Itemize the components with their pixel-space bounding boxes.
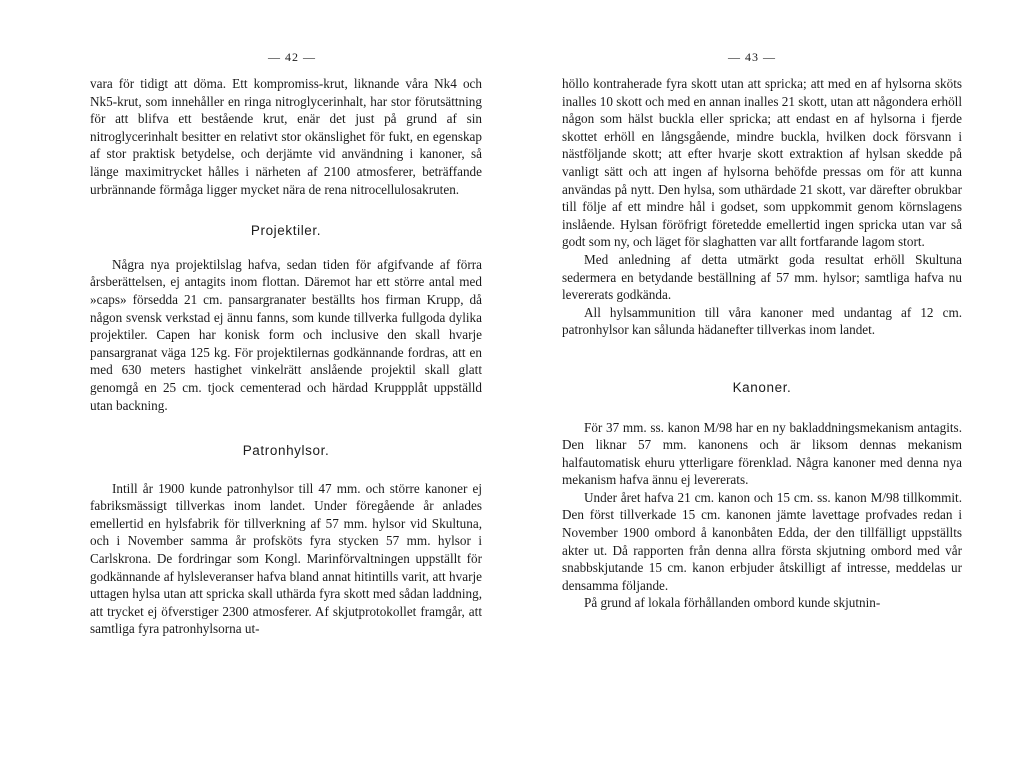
- kanoner-paragraph-1: För 37 mm. ss. kanon M/98 har en ny bakladdningsmekanism antagits. Den liknar 57 mm. kanonens och är liksom dennas mekanism halfautomatisk ehuru ytterligare förenklad. Några kanoner med denna nya mekanism hafva ännu ej levererats.: [562, 419, 962, 488]
- section-heading-kanoner: Kanoner.: [732, 379, 792, 395]
- kanoner-paragraph-3: På grund af lokala förhållanden ombord kunde skjutnin-: [584, 595, 881, 611]
- right-page: [512, 0, 1024, 773]
- text-column: [562, 75, 962, 612]
- page-number: — 43 —: [728, 50, 776, 64]
- projektiler-paragraph: Några nya projektilslag hafva, sedan tiden för afgifvande af förra årsberättelsen, ej antagits inom flottan. Däremot har ett större antal med »caps» försedda 21 cm. pansargranater beställts hos firman Krupp, då någon svensk verkstad ej ännu fanns, som kunde tillverka fullgoda dylika projektiler. Capen har konisk form och inclusive den skall hvarje pansargranat väga 125 kg. För projektilernas godkännande fordras, att en med 630 meters hastighet vinkelrätt anslående projektil skall glatt genomgå en 25 cm. tjock cementerad och härdad Kruppplåt uppställd utan backning.: [90, 256, 482, 413]
- kanoner-paragraph-2: Under året hafva 21 cm. kanon och 15 cm. ss. kanon M/98 tillkommit. Den först tillverkade 15 cm. kanonen jämte lavettage profvades redan i November 1900 ombord å kanonbåten Edda, der den tillfälligt uppställts akter ut. Då rapporten från denna allra första skjutning ombord med vår snabbskjutande 15 cm. kanon erbjuder åtskilligt af intresse, meddelas ur densamma följande.: [562, 489, 962, 593]
- text-column: [90, 75, 482, 638]
- hylsor-paragraph-3: All hylsammunition till våra kanoner med undantag af 12 cm. patronhylsor kan sålunda hädanefter tillverkas inom landet.: [562, 304, 962, 338]
- section-heading-patronhylsor: Patronhylsor.: [242, 443, 330, 459]
- section-heading-projektiler: Projektiler.: [250, 223, 322, 239]
- patronhylsor-paragraph: Intill år 1900 kunde patronhylsor till 47 mm. och större kanoner ej fabriksmässigt tillverkas inom landet. Under föregående år anlades emellertid en hylsfabrik för tillverkning af 57 mm. hylsor vid Skultuna, och i November samma år profsköts fyra stycken 57 mm. hylsor i Carlskrona. De fordringar som Kongl. Marinförvaltningen uppställt för godkännande af hylsleveranser hafva bland annat hitintills varit, att hvarje uttagen hylsa utan att spricka skall uthärda fyra skott med sådan laddning, att trycket ej öfverstiger 2300 atmosferer. Af skjutprotokollet framgår, att samtliga fyra patronhylsorna ut-: [90, 480, 482, 637]
- page-number: — 42 —: [268, 50, 316, 64]
- hylsor-paragraph-2: Med anledning af detta utmärkt goda resultat erhöll Skultuna sedermera en betydande beställning af 57 mm. hylsor; samtliga hafva nu levererats godkända.: [562, 251, 962, 303]
- intro-paragraph: vara för tidigt att döma. Ett kompromiss-krut, liknande våra Nk4 och Nk5-krut, som innehåller en ringa nitroglycerinhalt, har stor förutsättning för att blifva ett bestående krut, enär det just på grund af sin nitroglycerinhalt besitter en relativt stor okänslighet för fukt, en egenskap af stor praktisk betydelse, och derjämte vid användning i kanoner, så länge maximitrycket hålles i närheten af 2100 atmosferer, beträffande urbrännande förmåga ligger mycket nära de rena nitrocellulosakruten.: [90, 76, 482, 197]
- hylsor-paragraph-1: höllo kontraherade fyra skott utan att spricka; att med en af hylsorna sköts inalles 10 skott och med en annan inalles 21 skott, utan att någondera erhöll någon som hälst buckla eller spricka; att endast en af hylsorna i fjerde skottet erhöll en långsgående, mindre buckla, hvilken dock försvann i nästföljande skott; att efter hvarje skott extraktion af hylsan skedde på vanligt sätt och att ingen af hylsorna behöfde pressas om för att kunna användas på nytt. Den hylsa, som uthärdade 21 skott, var därefter obrukbar till följe af ett mindre hål i godset, som uppkommit genom körnslagens inslående. Hylsan föröfrigt företedde emellertid ingen spricka utan var så godt som ny, och läget för slaghatten var allt fortfarande lagom stort.: [562, 76, 962, 250]
